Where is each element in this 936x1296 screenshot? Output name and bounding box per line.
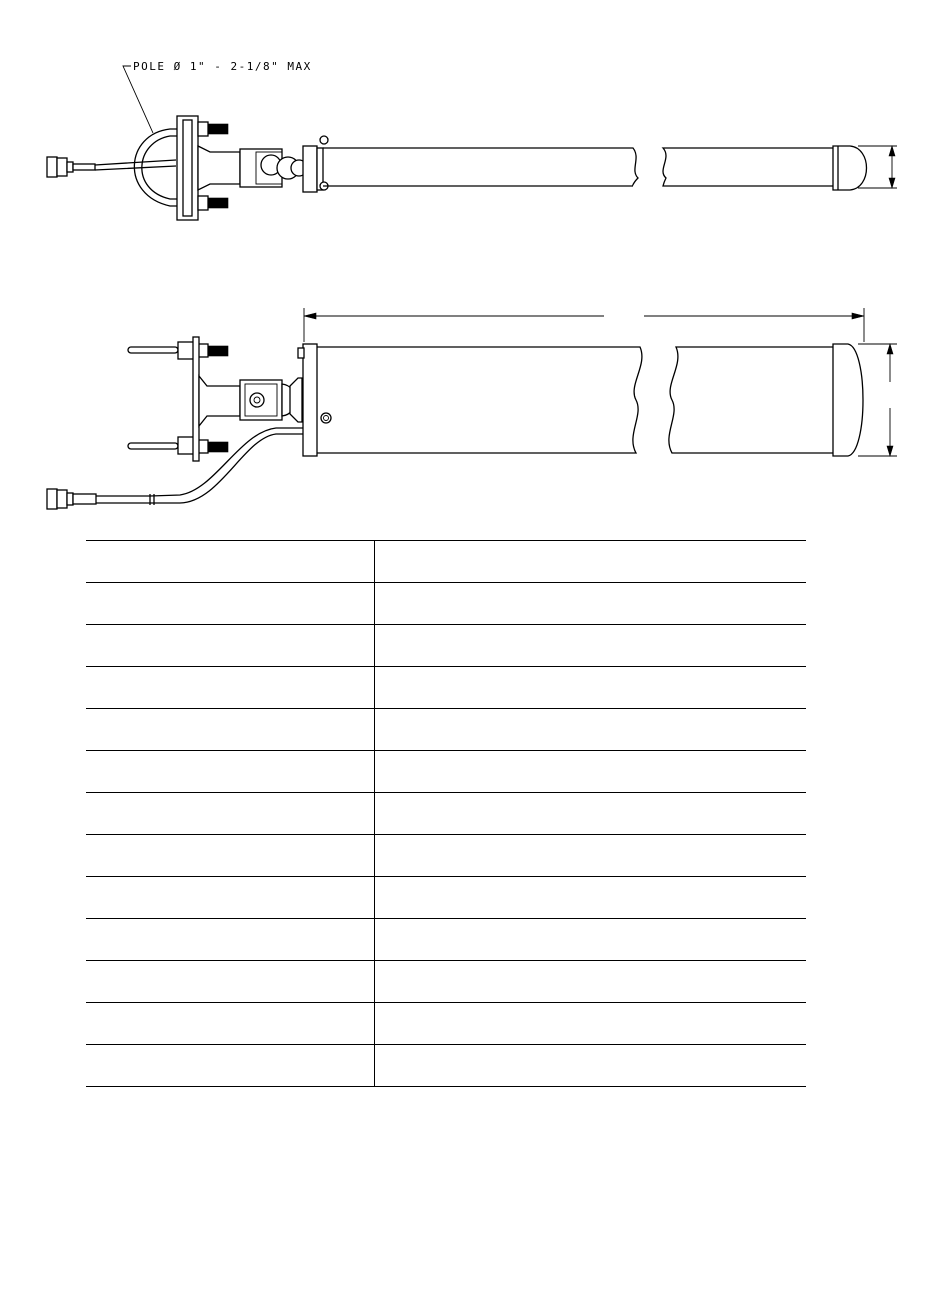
table-row (86, 583, 806, 625)
spec-label-cell (86, 877, 375, 919)
spec-value-cell (375, 751, 807, 793)
spec-label-cell (86, 919, 375, 961)
table-row (86, 919, 806, 961)
radome-body-side-b (669, 347, 833, 453)
spec-label-cell (86, 541, 375, 583)
table-row (86, 835, 806, 877)
table-row (86, 667, 806, 709)
spec-value-cell (375, 625, 807, 667)
spec-value-cell (375, 667, 807, 709)
spec-value-cell (375, 709, 807, 751)
spec-value-cell (375, 877, 807, 919)
table-row (86, 877, 806, 919)
radome-end-cap-side (833, 344, 863, 456)
rf-connector-side (47, 489, 96, 509)
spec-label-cell (86, 625, 375, 667)
table-row (86, 541, 806, 583)
table-row (86, 1003, 806, 1045)
spec-value-cell (375, 961, 807, 1003)
mount-bracket-top (198, 146, 240, 190)
table-row (86, 1045, 806, 1087)
dimension-height-side (858, 344, 897, 456)
spec-value-cell (375, 1045, 807, 1087)
radome-body-side-a (317, 347, 642, 453)
table-row (86, 751, 806, 793)
radome-body-top-b (663, 148, 833, 186)
spec-label-cell (86, 835, 375, 877)
spec-value-cell (375, 793, 807, 835)
spec-label-cell (86, 709, 375, 751)
pole-callout-text: POLE Ø 1" - 2-1/8" MAX (133, 60, 312, 73)
clamp-plate-side (193, 337, 199, 461)
spec-value-cell (375, 583, 807, 625)
table-row (86, 961, 806, 1003)
dimension-length (304, 308, 864, 342)
spec-label-cell (86, 1045, 375, 1087)
radome-base-top (303, 146, 317, 192)
spec-label-cell (86, 1003, 375, 1045)
coax-cable-top (95, 160, 176, 170)
top-view (47, 60, 897, 220)
specification-table (86, 540, 806, 1087)
mount-bracket-side (199, 376, 240, 426)
side-view (47, 308, 897, 509)
spec-label-cell (86, 751, 375, 793)
spec-value-cell (375, 1003, 807, 1045)
radome-body-top-a (323, 148, 638, 186)
pole-callout-leader (123, 66, 153, 133)
rf-connector-top (47, 157, 95, 177)
spec-value-cell (375, 919, 807, 961)
table-row (86, 793, 806, 835)
table-row (86, 709, 806, 751)
radome-base-side (303, 344, 317, 456)
coax-cable-side (150, 428, 303, 503)
spec-label-cell (86, 961, 375, 1003)
spec-label-cell (86, 583, 375, 625)
table-row (86, 625, 806, 667)
spec-value-cell (375, 541, 807, 583)
spec-label-cell (86, 793, 375, 835)
spec-value-cell (375, 835, 807, 877)
spec-label-cell (86, 667, 375, 709)
